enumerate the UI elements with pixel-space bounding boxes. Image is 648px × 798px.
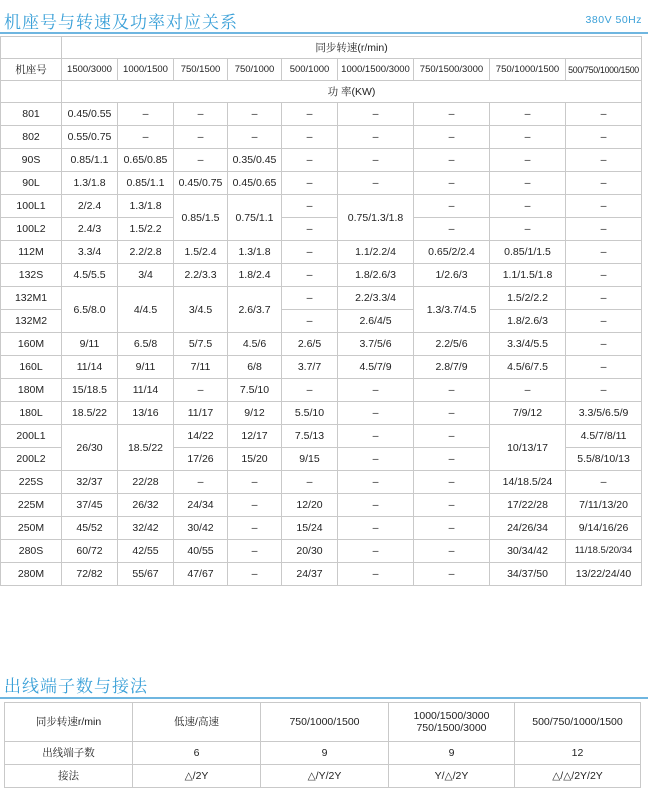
power-cell: – <box>118 103 174 126</box>
speed-header: 750/1000/1500 <box>490 59 566 81</box>
speed-header: 500/750/1000/1500 <box>566 59 642 81</box>
power-cell: – <box>414 402 490 425</box>
power-cell: – <box>414 540 490 563</box>
power-cell: – <box>228 126 282 149</box>
power-cell: 9/12 <box>228 402 282 425</box>
power-cell: – <box>174 126 228 149</box>
table-row <box>1 103 642 126</box>
power-cell: 3.3/4 <box>62 241 118 264</box>
power-cell: 15/20 <box>228 448 282 471</box>
power-cell: – <box>566 172 642 195</box>
power-cell: 0.85/1.5 <box>174 195 228 241</box>
power-cell: – <box>282 264 338 287</box>
power-cell: – <box>282 103 338 126</box>
table-row <box>1 264 642 287</box>
power-cell: 2.2/3.3/4 <box>338 287 414 310</box>
power-cell: – <box>566 379 642 402</box>
power-header: 功 率(KW) <box>62 81 642 103</box>
power-cell: – <box>414 494 490 517</box>
speed-header: 1000/1500/3000 <box>338 59 414 81</box>
power-cell: – <box>566 241 642 264</box>
power-cell: 26/30 <box>62 425 118 471</box>
power-cell: 15/18.5 <box>62 379 118 402</box>
row-label: 出线端子数 <box>5 742 133 765</box>
power-cell: – <box>282 379 338 402</box>
power-cell: – <box>228 103 282 126</box>
power-cell: 0.65/2/2.4 <box>414 241 490 264</box>
connection-cell: Y/△/2Y <box>389 765 515 788</box>
power-cell: 11/14 <box>118 379 174 402</box>
power-cell: 11/17 <box>174 402 228 425</box>
power-cell: 32/37 <box>62 471 118 494</box>
table-row <box>1 126 642 149</box>
power-cell: 24/26/34 <box>490 517 566 540</box>
connection-cell: △/2Y <box>133 765 261 788</box>
table-row <box>1 379 642 402</box>
power-cell: – <box>338 540 414 563</box>
power-cell: – <box>338 103 414 126</box>
row-label: 接法 <box>5 765 133 788</box>
power-cell: – <box>174 149 228 172</box>
power-cell: 72/82 <box>62 563 118 586</box>
power-cell: – <box>228 563 282 586</box>
frame-cell: 801 <box>1 103 62 126</box>
power-cell: – <box>490 379 566 402</box>
power-cell: 0.85/1.1 <box>118 172 174 195</box>
speed-header: 750/1500 <box>174 59 228 81</box>
power-cell: – <box>338 471 414 494</box>
power-cell: 7/11 <box>174 356 228 379</box>
power-cell: 17/26 <box>174 448 228 471</box>
power-cell: 2.6/5 <box>282 333 338 356</box>
power-cell: 2.4/3 <box>62 218 118 241</box>
power-cell: 4/4.5 <box>118 287 174 333</box>
power-cell: – <box>490 172 566 195</box>
power-cell: 0.45/0.65 <box>228 172 282 195</box>
power-cell: – <box>490 195 566 218</box>
power-cell: 14/18.5/24 <box>490 471 566 494</box>
power-cell: – <box>566 356 642 379</box>
power-cell: – <box>566 195 642 218</box>
table-row <box>1 195 642 218</box>
power-cell: 34/37/50 <box>490 563 566 586</box>
power-cell: – <box>228 471 282 494</box>
table-row <box>1 287 642 310</box>
table-row <box>1 333 642 356</box>
power-cell: 5/7.5 <box>174 333 228 356</box>
table-row <box>5 742 641 765</box>
power-cell: 3.3/4/5.5 <box>490 333 566 356</box>
power-cell: 0.35/0.45 <box>228 149 282 172</box>
power-cell: – <box>338 517 414 540</box>
power-cell: 0.75/1.1 <box>228 195 282 241</box>
power-cell: – <box>338 126 414 149</box>
table-row <box>1 540 642 563</box>
frame-cell: 180M <box>1 379 62 402</box>
power-cell: – <box>414 517 490 540</box>
table-row <box>1 563 642 586</box>
speed-cell: 低速/高速 <box>133 703 261 742</box>
frame-cell: 225S <box>1 471 62 494</box>
power-cell: – <box>414 103 490 126</box>
power-cell: – <box>490 218 566 241</box>
power-cell: 2.2/2.8 <box>118 241 174 264</box>
power-cell: – <box>566 287 642 310</box>
power-cell: – <box>414 195 490 218</box>
power-cell: 30/34/42 <box>490 540 566 563</box>
power-cell: 4.5/5.5 <box>62 264 118 287</box>
power-cell: 60/72 <box>62 540 118 563</box>
power-cell: – <box>490 126 566 149</box>
power-cell: 47/67 <box>174 563 228 586</box>
power-cell: 1.3/1.8 <box>118 195 174 218</box>
power-cell: 1.3/1.8 <box>228 241 282 264</box>
power-cell: 15/24 <box>282 517 338 540</box>
power-cell: 26/32 <box>118 494 174 517</box>
power-cell: 1.3/1.8 <box>62 172 118 195</box>
power-cell: – <box>282 471 338 494</box>
power-cell: – <box>414 563 490 586</box>
frame-cell: 90L <box>1 172 62 195</box>
power-cell: – <box>566 471 642 494</box>
power-cell: 45/52 <box>62 517 118 540</box>
power-cell: 6/8 <box>228 356 282 379</box>
speed-header: 750/1500/3000 <box>414 59 490 81</box>
power-cell: – <box>566 333 642 356</box>
power-cell: 3.7/7 <box>282 356 338 379</box>
power-cell: 32/42 <box>118 517 174 540</box>
power-cell: 2.2/5/6 <box>414 333 490 356</box>
power-cell: – <box>414 471 490 494</box>
power-cell: 1.1/1.5/1.8 <box>490 264 566 287</box>
power-cell: 13/16 <box>118 402 174 425</box>
power-cell: 9/11 <box>62 333 118 356</box>
frame-cell: 200L2 <box>1 448 62 471</box>
frame-header: 机座号 <box>1 59 62 81</box>
table-row <box>1 425 642 448</box>
power-cell: – <box>338 425 414 448</box>
terminal-count-cell: 6 <box>133 742 261 765</box>
frame-cell: 225M <box>1 494 62 517</box>
power-cell: 0.85/1/1.5 <box>490 241 566 264</box>
table-row <box>5 703 641 742</box>
power-cell: 1.8/2.6/3 <box>490 310 566 333</box>
power-cell: 1.5/2/2.2 <box>490 287 566 310</box>
power-cell: – <box>566 126 642 149</box>
terminal-count-cell: 9 <box>261 742 389 765</box>
frame-cell: 100L2 <box>1 218 62 241</box>
power-cell: – <box>414 379 490 402</box>
power-cell: – <box>228 517 282 540</box>
frame-cell: 160M <box>1 333 62 356</box>
power-cell: 1.3/3.7/4.5 <box>414 287 490 333</box>
power-cell: 20/30 <box>282 540 338 563</box>
terminal-count-cell: 12 <box>515 742 641 765</box>
power-cell: – <box>282 172 338 195</box>
power-cell: – <box>118 126 174 149</box>
power-cell: 2.8/7/9 <box>414 356 490 379</box>
power-cell: – <box>414 425 490 448</box>
speed-header: 750/1000 <box>228 59 282 81</box>
power-cell: 42/55 <box>118 540 174 563</box>
table-row <box>1 149 642 172</box>
voltage-frequency-label: 380V 50Hz <box>585 14 642 26</box>
power-cell: 2.2/3.3 <box>174 264 228 287</box>
power-cell: – <box>282 149 338 172</box>
frame-cell: 180L <box>1 402 62 425</box>
power-cell: 4.5/7/8/11 <box>566 425 642 448</box>
frame-cell: 160L <box>1 356 62 379</box>
power-cell: 2.6/4/5 <box>338 310 414 333</box>
power-cell: – <box>490 103 566 126</box>
power-cell: 0.45/0.55 <box>62 103 118 126</box>
power-cell: 3.3/5/6.5/9 <box>566 402 642 425</box>
frame-cell: 112M <box>1 241 62 264</box>
power-cell: 9/14/16/26 <box>566 517 642 540</box>
speed-header: 500/1000 <box>282 59 338 81</box>
speed-header: 1500/3000 <box>62 59 118 81</box>
power-cell: 1.8/2.4 <box>228 264 282 287</box>
power-cell: – <box>338 563 414 586</box>
power-cell: – <box>566 103 642 126</box>
header-corner <box>1 81 62 103</box>
power-cell: 12/17 <box>228 425 282 448</box>
power-cell: – <box>414 448 490 471</box>
table-row <box>1 218 642 241</box>
power-cell: 3/4.5 <box>174 287 228 333</box>
power-cell: 2/2.4 <box>62 195 118 218</box>
title-underline <box>0 32 648 34</box>
power-cell: 0.85/1.1 <box>62 149 118 172</box>
power-cell: 1.5/2.4 <box>174 241 228 264</box>
frame-cell: 280S <box>1 540 62 563</box>
power-cell: – <box>414 149 490 172</box>
power-cell: 9/11 <box>118 356 174 379</box>
sync-speed-header: 同步转速(r/min) <box>62 37 642 59</box>
power-cell: 5.5/10 <box>282 402 338 425</box>
table-row <box>1 471 642 494</box>
power-cell: 7/11/13/20 <box>566 494 642 517</box>
power-cell: 11/18.5/20/34 <box>566 540 642 563</box>
power-cell: – <box>414 126 490 149</box>
frame-cell: 200L1 <box>1 425 62 448</box>
frame-cell: 132M1 <box>1 287 62 310</box>
power-cell: – <box>566 310 642 333</box>
power-cell: 14/22 <box>174 425 228 448</box>
frame-cell: 132M2 <box>1 310 62 333</box>
power-cell: 22/28 <box>118 471 174 494</box>
power-cell: 4.5/6 <box>228 333 282 356</box>
power-cell: 6.5/8.0 <box>62 287 118 333</box>
table-row <box>1 241 642 264</box>
power-cell: – <box>338 172 414 195</box>
frame-cell: 250M <box>1 517 62 540</box>
table-row <box>5 765 641 788</box>
power-cell: 3/4 <box>118 264 174 287</box>
terminal-connection-table <box>4 702 641 788</box>
power-cell: 1/2.6/3 <box>414 264 490 287</box>
row-label: 同步转速r/min <box>5 703 133 742</box>
power-cell: – <box>228 540 282 563</box>
power-cell: – <box>282 287 338 310</box>
power-cell: 40/55 <box>174 540 228 563</box>
table-row <box>1 356 642 379</box>
power-cell: 18.5/22 <box>62 402 118 425</box>
power-cell: – <box>282 310 338 333</box>
power-cell: – <box>566 149 642 172</box>
power-cell: 0.45/0.75 <box>174 172 228 195</box>
power-cell: – <box>490 149 566 172</box>
power-cell: 5.5/8/10/13 <box>566 448 642 471</box>
power-cell: – <box>414 218 490 241</box>
speed-cell <box>389 703 515 742</box>
power-cell: 9/15 <box>282 448 338 471</box>
power-cell: 17/22/28 <box>490 494 566 517</box>
power-cell: 7.5/13 <box>282 425 338 448</box>
connection-cell: △/△/2Y/2Y <box>515 765 641 788</box>
table-row <box>1 402 642 425</box>
power-cell: – <box>338 149 414 172</box>
power-cell: 30/42 <box>174 517 228 540</box>
speed-line: 750/1500/3000 <box>416 722 487 734</box>
power-cell: 0.75/1.3/1.8 <box>338 195 414 241</box>
table-row <box>1 494 642 517</box>
frame-speed-power-table <box>0 36 642 586</box>
power-cell: – <box>174 471 228 494</box>
power-cell: – <box>174 379 228 402</box>
power-cell: 1.5/2.2 <box>118 218 174 241</box>
power-cell: 0.55/0.75 <box>62 126 118 149</box>
power-cell: 1.1/2.2/4 <box>338 241 414 264</box>
power-cell: – <box>414 172 490 195</box>
power-cell: – <box>282 218 338 241</box>
power-cell: 6.5/8 <box>118 333 174 356</box>
power-cell: 24/37 <box>282 563 338 586</box>
speed-cell: 500/750/1000/1500 <box>515 703 641 742</box>
section-title: 出线端子数与接法 <box>4 677 148 696</box>
power-cell: 1.8/2.6/3 <box>338 264 414 287</box>
speed-cell: 750/1000/1500 <box>261 703 389 742</box>
frame-cell: 802 <box>1 126 62 149</box>
title-underline <box>0 697 648 699</box>
power-cell: – <box>338 379 414 402</box>
power-cell: – <box>566 218 642 241</box>
power-cell: 18.5/22 <box>118 425 174 471</box>
power-cell: 10/13/17 <box>490 425 566 471</box>
power-cell: – <box>338 494 414 517</box>
frame-cell: 100L1 <box>1 195 62 218</box>
power-cell: – <box>338 402 414 425</box>
power-cell: 7/9/12 <box>490 402 566 425</box>
frame-cell: 132S <box>1 264 62 287</box>
power-cell: 7.5/10 <box>228 379 282 402</box>
power-cell: – <box>338 448 414 471</box>
power-cell: 2.6/3.7 <box>228 287 282 333</box>
connection-cell: △/Y/2Y <box>261 765 389 788</box>
header-corner <box>1 37 62 59</box>
power-cell: – <box>174 103 228 126</box>
page-title: 机座号与转速及功率对应关系 <box>4 13 238 32</box>
power-cell: 3.7/5/6 <box>338 333 414 356</box>
terminal-count-cell: 9 <box>389 742 515 765</box>
frame-cell: 90S <box>1 149 62 172</box>
table-row <box>1 172 642 195</box>
power-cell: – <box>282 241 338 264</box>
speed-header: 1000/1500 <box>118 59 174 81</box>
power-cell: 12/20 <box>282 494 338 517</box>
power-cell: 11/14 <box>62 356 118 379</box>
power-cell: 4.5/7/9 <box>338 356 414 379</box>
power-cell: 24/34 <box>174 494 228 517</box>
power-cell: 0.65/0.85 <box>118 149 174 172</box>
power-cell: – <box>228 494 282 517</box>
power-cell: 55/67 <box>118 563 174 586</box>
frame-cell: 280M <box>1 563 62 586</box>
power-cell: 4.5/6/7.5 <box>490 356 566 379</box>
power-cell: 13/22/24/40 <box>566 563 642 586</box>
power-cell: 37/45 <box>62 494 118 517</box>
power-cell: – <box>282 195 338 218</box>
power-cell: – <box>566 264 642 287</box>
power-cell: – <box>282 126 338 149</box>
table-row <box>1 517 642 540</box>
speed-line: 1000/1500/3000 <box>413 710 490 722</box>
